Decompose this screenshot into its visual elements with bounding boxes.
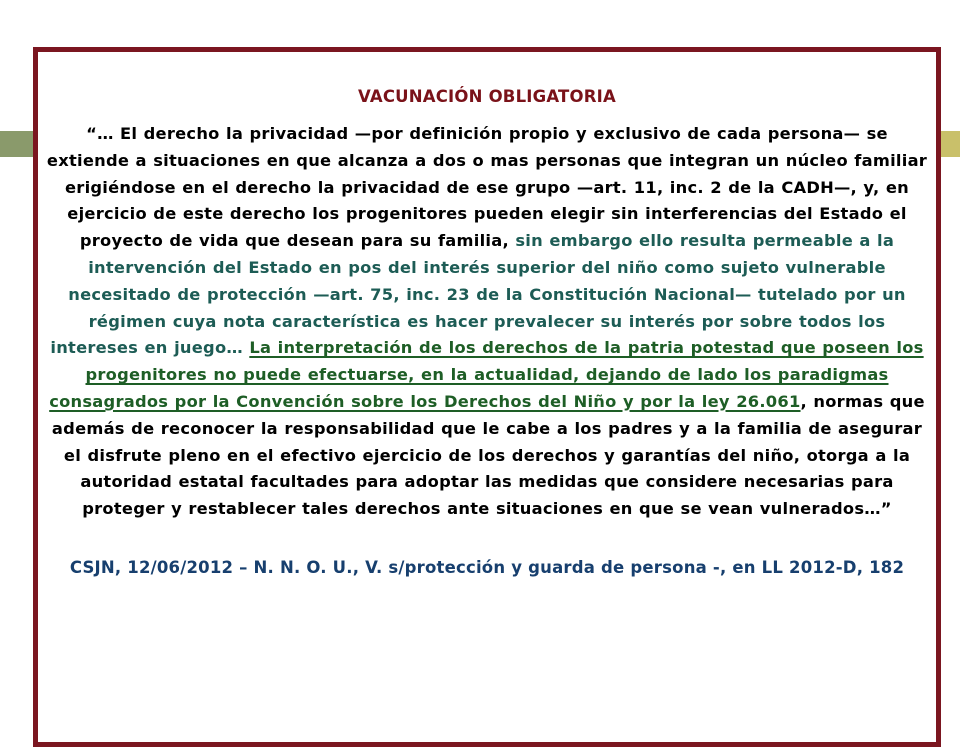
quote-part-state-intervention: sin embargo ello resulta permeable a la intervención del Estado en pos del interés superior del niño como sujeto vulnerable necesitado de protección —art. 75, inc. 23 de la Constitución Nacional— tutelado por un régimen cuya nota característica es hacer prevalecer su interés por sobre todos los intereses en juego… (50, 231, 906, 358)
slide-content (44, 86, 930, 581)
quote-part-intro: “… El derecho la privacidad —por definición propio y exclusivo de cada persona— se extiende a situaciones en que alcanza a dos o mas personas que integran un núcleo familiar erigiéndose en el derecho la privacidad de ese grupo —art. 11, inc. 2 de la CADH—, y, en ejercicio de este derecho los progenitores pueden elegir sin interferencias del Estado el proyecto de vida que desean para su familia, (46, 124, 928, 251)
slide-title: VACUNACIÓN OBLIGATORIA (358, 87, 616, 106)
quote-paragraph (44, 121, 930, 523)
quote-part-closing: , normas que además de reconocer la responsabilidad que le cabe a los padres y a la familia de asegurar el disfrute pleno en el efectivo ejercicio de los derechos y garantías del niño, otorga a la autoridad estatal facultades para adoptar las medidas que considere necesarias para proteger y restablecer tales derechos ante situaciones en que se vean vulnerados…” (51, 391, 925, 519)
quote-part-underlined: La interpretación de los derechos de la patria potestad que poseen los progenitores no puede efectuarse, en la actualidad, dejando de lado los paradigmas consagrados por la Convención sobre los Derechos del Niño y por la ley 26.061 (49, 338, 924, 411)
case-citation: CSJN, 12/06/2012 – N. N. O. U., V. s/protección y guarda de persona -, en LL 2012-D, 182 (69, 557, 905, 577)
slide-frame (33, 47, 941, 747)
